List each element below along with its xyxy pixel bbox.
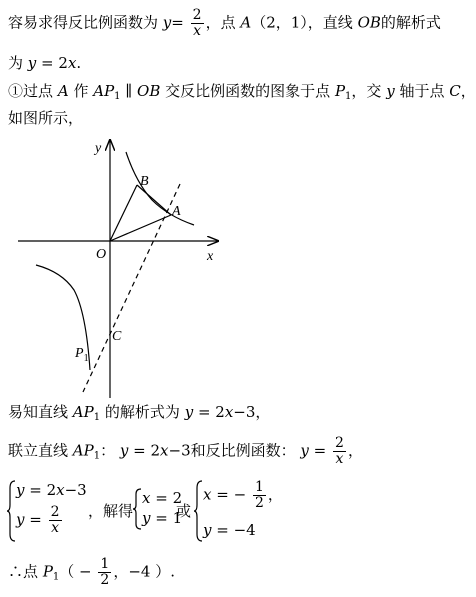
brace-2 xyxy=(132,488,142,530)
text-line-4: 如图所示， xyxy=(8,109,84,127)
label-x: x xyxy=(207,249,214,264)
point-a: A xyxy=(240,13,252,32)
label-b: B xyxy=(140,174,149,189)
label-a: A xyxy=(172,204,181,219)
solution-2-row-2: y = −4 xyxy=(203,521,256,539)
solution-2-row-1: x = − $\frac{1}{2}$ ， xyxy=(203,479,283,511)
system-row-1: y = 2x−3 xyxy=(16,481,87,499)
text-line-5: 易知直线 $AP_1$ 的解析式为 y = 2x−3， xyxy=(8,403,271,423)
label-p: $P_1$ xyxy=(75,346,89,364)
var-y: y xyxy=(162,13,172,32)
fraction: $\frac{2}{x}$ xyxy=(335,435,344,467)
text-line-8: ∴点 $P_1$（ − $\frac{1}{2}$ ，−4 ）. xyxy=(8,556,175,588)
equals: = xyxy=(171,13,184,32)
segment-ob xyxy=(110,185,137,241)
label-y: y xyxy=(95,141,102,156)
hyperbola-branch-1 xyxy=(126,152,194,225)
solve-text: ，解得 xyxy=(88,502,134,520)
text-line-1: 容易求得反比例函数为 y= $\frac{2}{x}$ ，点 A（2，1），直线 OB的解析式 xyxy=(8,7,441,39)
label-o: O xyxy=(96,247,107,262)
segment-oa xyxy=(110,215,171,241)
therefore-symbol: ∴ xyxy=(8,562,24,581)
label-c: C xyxy=(112,329,122,344)
segment-ab xyxy=(137,185,171,215)
text-line-3: ①过点 A 作 $AP_1$ ∥ OB 交反比例函数的图象于点 $P_1$，交 y 轴于点 C， xyxy=(8,82,476,102)
circled-number: ① xyxy=(8,82,24,100)
dashed-line-ap1 xyxy=(83,184,180,392)
text-line-6: 联立直线 $AP_1$： y = 2x−3和反比例函数： y = $\frac{2}{x}$ ， xyxy=(8,435,363,467)
solution-1: x = 2 y = 1 xyxy=(142,489,183,527)
fraction: $\frac{2}{x}$ xyxy=(192,7,202,39)
brace-3 xyxy=(193,480,203,542)
coordinate-figure xyxy=(0,130,476,420)
text: 容易求得反比例函数为 xyxy=(8,13,159,32)
system-row-2: y = $\frac{2}{x}$ xyxy=(16,504,60,536)
line-ob: OB xyxy=(357,13,381,32)
or-text: 或 xyxy=(176,502,192,520)
text-line-2: 为 y = 2x. xyxy=(8,54,82,72)
brace-1 xyxy=(6,480,16,542)
